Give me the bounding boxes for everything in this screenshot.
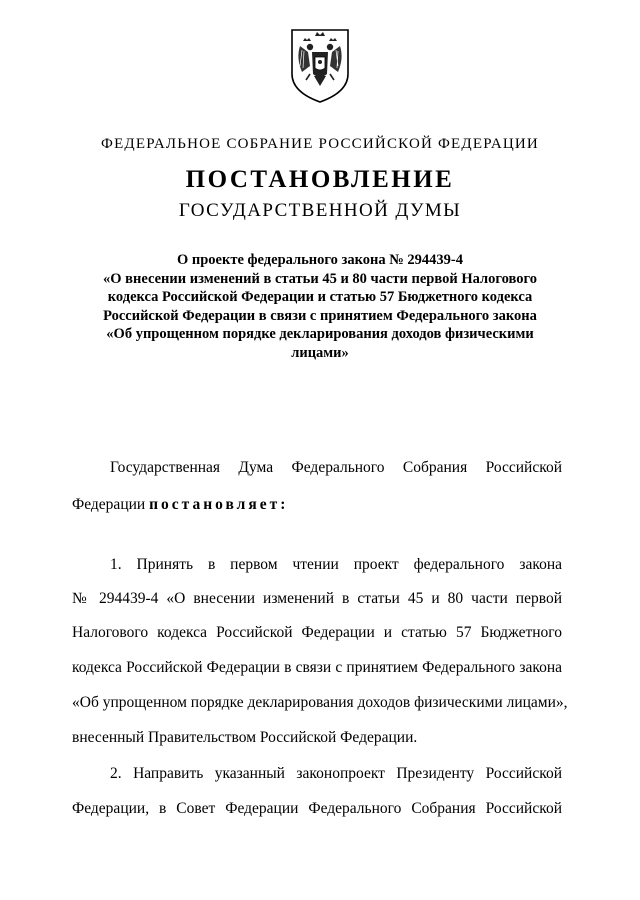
preamble-line: Государственная Дума Федерального Собрания Российской: [110, 459, 562, 476]
coat-of-arms-icon: [286, 22, 354, 104]
bill-heading-line: «Об упрощенном порядке декларирования доходов физическими: [106, 326, 534, 342]
item2-line: 2. Направить указанный законопроект Президенту Российской: [110, 765, 562, 782]
bill-heading-line: «О внесении изменений в статьи 45 и 80 части первой Налогового: [103, 270, 537, 287]
assembly-heading: ФЕДЕРАЛЬНОЕ СОБРАНИЕ РОССИЙСКОЙ ФЕДЕРАЦИИ: [101, 136, 539, 152]
bill-heading-line: Российской Федерации в связи с принятием Федерального закона: [103, 307, 537, 324]
preamble-line: [72, 496, 562, 514]
item1-line: кодекса Российской Федерации в связи с принятием Федерального закона: [72, 659, 562, 676]
bill-heading-line: лицами»: [291, 344, 349, 361]
bill-heading-line: кодекса Российской Федерации и статью 57 Бюджетного кодекса: [107, 289, 533, 305]
preamble-prefix: Федерации: [72, 496, 146, 513]
document-subtitle: ГОСУДАРСТВЕННОЙ ДУМЫ: [178, 200, 462, 221]
document-title: ПОСТАНОВЛЕНИЕ: [185, 166, 455, 193]
item1-line: Налогового кодекса Российской Федерации и статью 57 Бюджетного: [72, 624, 562, 641]
decree-verb: постановляет:: [149, 496, 289, 513]
item1-line: № 294439-4 «О внесении изменений в статьи 45 и 80 части первой: [72, 590, 562, 607]
bill-heading-line: О проекте федерального закона № 294439-4: [176, 252, 464, 268]
bill-heading: [60, 251, 580, 362]
item1-line: внесенный Правительством Российской Федерации.: [72, 729, 418, 746]
item1-line: «Об упрощенном порядке декларирования доходов физическими лицами»,: [72, 694, 568, 711]
item1-line: 1. Принять в первом чтении проект федерального закона: [110, 556, 562, 573]
item2-line: Федерации, в Совет Федерации Федерального Собрания Российской: [72, 800, 562, 817]
